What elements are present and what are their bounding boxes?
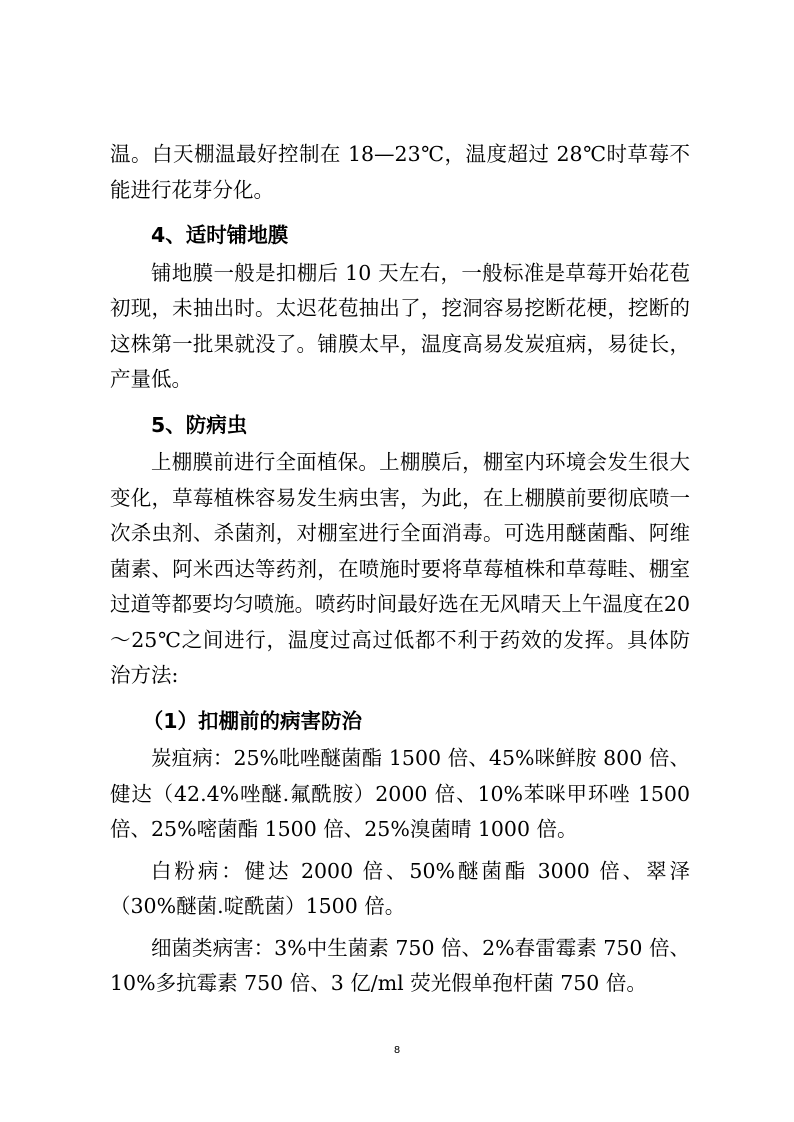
- paragraph-bacterial-disease: 细菌类病害：3%中生菌素 750 倍、2%春雷霉素 750 倍、10%多抗霉素 750 倍、3 亿/ml 荧光假单孢杆菌 750 倍。: [110, 935, 690, 995]
- section-heading-mulch: 4、适时铺地膜: [151, 223, 289, 247]
- page-number: 8: [393, 1045, 401, 1056]
- page-body: [110, 137, 690, 1002]
- paragraph-temperature-continued: 温。白天棚温最好控制在 18—23℃，温度超过 28℃时草莓不能进行花芽分化。: [110, 142, 690, 202]
- paragraph-anthracnose: 炭疽病：25%吡唑醚菌酯 1500 倍、45%咪鲜胺 800 倍、健达（42.4%唑醚.氟酰胺）2000 倍、10%苯咪甲环唑 1500 倍、25%嘧菌酯 1500 倍、25%溴菌晴 1000 倍。: [110, 746, 690, 841]
- paragraph-mulch: 铺地膜一般是扣棚后 10 天左右，一般标准是草莓开始花苞初现，未抽出时。太迟花苞抽出了，挖洞容易挖断花梗，挖断的这株第一批果就没了。铺膜太早，温度高易发炭疽病，易徒长，产量低。: [110, 260, 690, 391]
- section-heading-pest-control: 5、防病虫: [151, 412, 248, 437]
- paragraph-pest-control: 上棚膜前进行全面植保。上棚膜后，棚室内环境会发生很大变化，草莓植株容易发生病虫害，为此，在上棚膜前要彻底喷一次杀虫剂、杀菌剂，对棚室进行全面消毒。可选用醚菌酯、阿维菌素、阿米西达等药剂，在喷施时要将草莓植株和草莓畦、棚室过道等都要均匀喷施。喷药时间最好选在无风晴天上午温度在20～25℃之间进行，温度过高过低都不利于药效的发挥。具体防治方法:: [110, 450, 690, 687]
- paragraph-powdery-mildew: 白粉病：健达 2000 倍、50%醚菌酯 3000 倍、翠泽（30%醚菌.啶酰菌）1500 倍。: [110, 858, 690, 918]
- subsection-heading-disease-prevention: （1）扣棚前的病害防治: [142, 708, 363, 733]
